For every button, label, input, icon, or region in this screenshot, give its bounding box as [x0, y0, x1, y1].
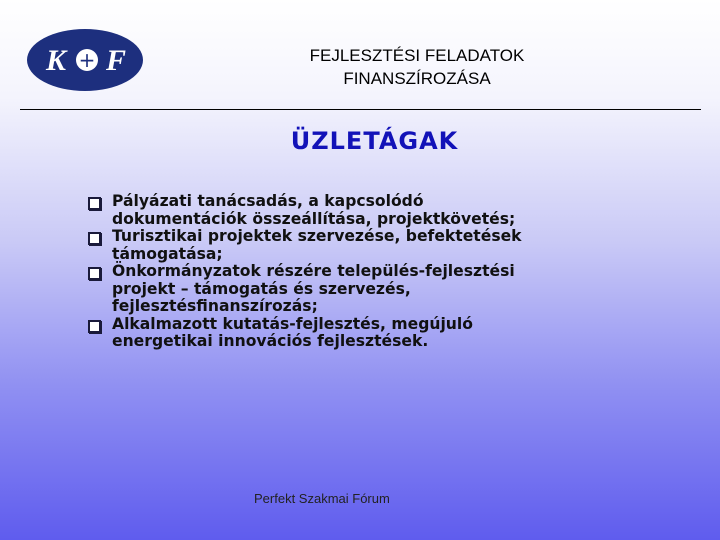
bullet-line: Alkalmazott kutatás-fejlesztés, megújuló — [112, 314, 473, 333]
logo-letter-f: F — [105, 44, 127, 77]
bullet-line: Önkormányzatok részére település-fejlesztési — [112, 262, 515, 280]
bullet-item — [88, 316, 688, 351]
checkbox-bullet-icon — [88, 320, 101, 333]
checkbox-bullet-icon — [88, 232, 101, 245]
bullet-line: Turisztikai projektek szervezése, befektetések — [112, 227, 522, 245]
bullet-item — [88, 228, 688, 263]
header-title-line-1: FEJLESZTÉSI FELADATOK — [309, 46, 525, 65]
header-title-line-2: FINANSZÍROZÁSA — [343, 69, 491, 88]
kf-logo — [26, 28, 144, 92]
checkbox-bullet-icon — [88, 197, 101, 210]
checkbox-bullet-icon — [88, 267, 101, 280]
bullet-line: dokumentációk összeállítása, projektkövetés; — [112, 209, 516, 228]
bullet-item — [88, 193, 688, 228]
logo-plus: + — [78, 48, 96, 72]
slide-title: ÜZLETÁGAK — [290, 127, 459, 155]
bullet-line: fejlesztésfinanszírozás; — [112, 297, 318, 315]
header-title — [230, 44, 604, 90]
logo-letter-k: K — [45, 44, 67, 77]
header-divider — [20, 109, 701, 110]
bullet-list — [88, 193, 688, 351]
bullet-line: támogatása; — [112, 244, 223, 263]
bullet-line: projekt – támogatás és szervezés, — [112, 279, 411, 298]
bullet-item — [88, 263, 688, 316]
bullet-line: energetikai innovációs fejlesztések. — [112, 332, 429, 350]
bullet-line: Pályázati tanácsadás, a kapcsolódó — [112, 192, 424, 210]
footer-text: Perfekt Szakmai Fórum — [254, 491, 390, 506]
